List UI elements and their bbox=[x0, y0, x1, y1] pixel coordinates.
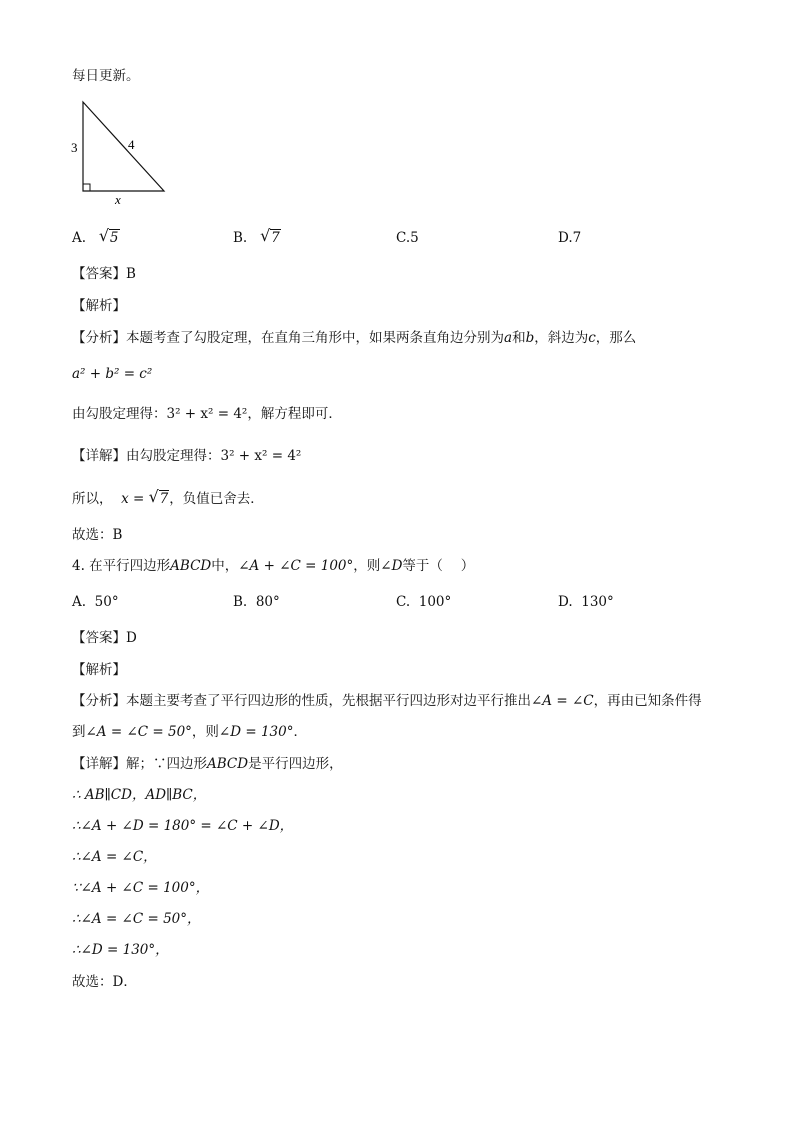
q3-option-d: D.7 bbox=[558, 230, 582, 246]
q4-option-d: D. 130° bbox=[558, 594, 614, 610]
q4-fenxi-line1: 【分析】本题主要考查了平行四边形的性质，先根据平行四边形对边平行推出∠A = ∠C，再由已知条件得 bbox=[72, 693, 702, 709]
q4-fenxi-line2: 到∠A = ∠C = 50°，则∠D = 130°． bbox=[72, 724, 307, 740]
q4-step-6: ∴∠D = 130°， bbox=[72, 942, 169, 958]
q3-equation-pythagoras: a² + b² = c² bbox=[72, 366, 153, 382]
q4-option-b: B. 80° bbox=[233, 594, 280, 610]
q4-option-a: A. 50° bbox=[72, 594, 119, 610]
q3-fenxi-line2: 由勾股定理得：3² + x² = 4²，解方程即可． bbox=[72, 406, 342, 422]
q4-jiexi-heading: 【解析】 bbox=[72, 662, 126, 678]
q4-answer: 【答案】D bbox=[72, 630, 137, 646]
q3-fenxi-line1: 【分析】本题考查了勾股定理，在直角三角形中，如果两条直角边分别为a和b，斜边为c，那么 bbox=[72, 330, 637, 346]
side-label-4: 4 bbox=[128, 137, 135, 152]
q3-option-a: A. √ 5 bbox=[72, 226, 119, 246]
q4-step-4: ∵∠A + ∠C = 100°， bbox=[72, 880, 210, 896]
q4-xiangjie-line1: 【详解】解；∵四边形ABCD是平行四边形， bbox=[72, 756, 343, 772]
q3-answer: 【答案】B bbox=[72, 266, 136, 282]
side-label-x: x bbox=[115, 192, 121, 207]
q4-step-5: ∴∠A = ∠C = 50°， bbox=[72, 911, 201, 927]
sqrt-5: √ 5 bbox=[98, 226, 119, 246]
right-angle-marker bbox=[83, 184, 90, 191]
q4-step-3: ∴∠A = ∠C， bbox=[72, 849, 157, 865]
q3-final-choice: 故选：B bbox=[72, 527, 123, 543]
right-triangle-figure bbox=[60, 96, 180, 212]
q3-xiangjie-line1: 【详解】由勾股定理得：3² + x² = 4² bbox=[72, 448, 302, 464]
side-label-3: 3 bbox=[71, 140, 78, 155]
header-note: 每日更新。 bbox=[72, 68, 140, 84]
q4-step-1: ∴ AB∥CD，AD∥BC， bbox=[72, 787, 207, 803]
q4-step-2: ∴∠A + ∠D = 180° = ∠C + ∠D， bbox=[72, 818, 294, 834]
sqrt-7-result: √ 7 bbox=[148, 487, 169, 507]
q4-final-choice: 故选：D． bbox=[72, 974, 137, 990]
q3-xiangjie-line2: 所以， x = √ 7，负值已舍去． bbox=[72, 487, 264, 507]
q4-option-c: C. 100° bbox=[396, 594, 452, 610]
q3-option-b: B. √ 7 bbox=[233, 226, 280, 246]
q3-jiexi-heading: 【解析】 bbox=[72, 298, 126, 314]
triangle-shape bbox=[83, 102, 164, 191]
sqrt-7: √ 7 bbox=[260, 226, 280, 246]
q3-option-c: C.5 bbox=[396, 230, 419, 246]
q4-stem: 4. 在平行四边形ABCD中，∠A + ∠C = 100°，则∠D等于（ ） bbox=[72, 558, 475, 574]
